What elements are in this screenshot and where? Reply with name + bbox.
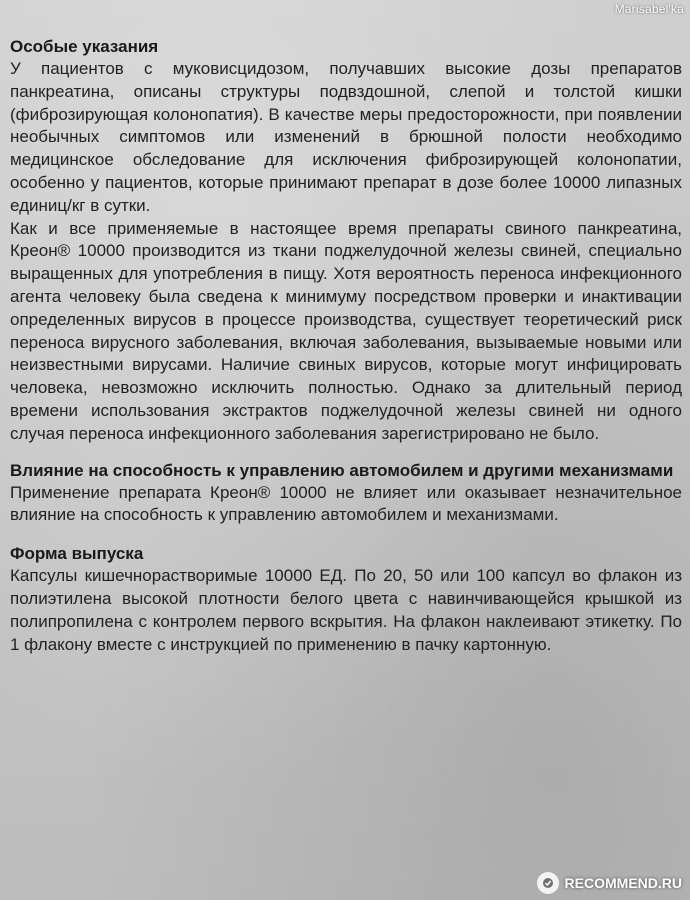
section-heading: Особые указания bbox=[10, 37, 159, 56]
spacer bbox=[10, 446, 682, 460]
section-heading: Форма выпуска bbox=[10, 544, 144, 564]
section-special-instructions bbox=[10, 36, 682, 446]
document-body bbox=[10, 36, 682, 656]
section-heading: Влияние на способность к управлению автомобилем и другими механизмами bbox=[10, 460, 674, 480]
section-paragraph: Применение препарата Креон® 10000 не влияет или оказывает незначительное влияние на способность к управлению автомобилем и механизмами. bbox=[10, 482, 682, 525]
spacer bbox=[10, 527, 682, 543]
site-watermark-text: RECOMMEND.RU bbox=[564, 875, 682, 891]
section-paragraph: Как и все применяемые в настоящее время препараты свиного панкреатина, Креон® 10000 производится из ткани поджелудочной железы свиней, специально выращенных для употребления в пищу. Хотя вероятность переноса инфекционного агента человеку была сведена к минимуму посредством проверки и инактивации определенных вирусов в процессе производства, существует теоретический риск переноса вирусного заболевания, включая заболевания, вызываемые новыми или неизвестными вирусами. Наличие свиных вирусов, которые могут инфицировать человека, невозможно исключить полностью. Однако за длительный период времени использования экстрактов поджелудочной железы свиней ни одного случая переноса инфекционного заболевания зарегистрировано не было. bbox=[10, 218, 682, 443]
section-release-form bbox=[10, 543, 682, 656]
author-watermark: Marisabel'ka bbox=[614, 2, 684, 16]
section-paragraph: У пациентов с муковисцидозом, получавших высокие дозы препаратов панкреатина, описаны структуры подвздошной, слепой и толстой кишки (фиброзирующая колонопатия). В качестве меры предосторожности, при появлении необычных симптомов или изменений в брюшной полости необходимо медицинское обследование для исключения фиброзирующей колонопатии, особенно у пациентов, которые принимают препарат в дозе более 10000 липазных единиц/кг в сутки. bbox=[10, 59, 682, 215]
section-paragraph: Капсулы кишечнорастворимые 10000 ЕД. По 20, 50 или 100 капсул во флакон из полиэтилена высокой плотности белого цвета с навинчивающейся крышкой из полипропилена с контролем первого вскрытия. На флакон наклеивают этикетку. По 1 флакону вместе с инструкцией по применению в пачку картонную. bbox=[10, 566, 682, 654]
site-watermark bbox=[537, 872, 682, 894]
section-driving-ability bbox=[10, 460, 682, 528]
recommend-logo-icon bbox=[537, 872, 559, 894]
